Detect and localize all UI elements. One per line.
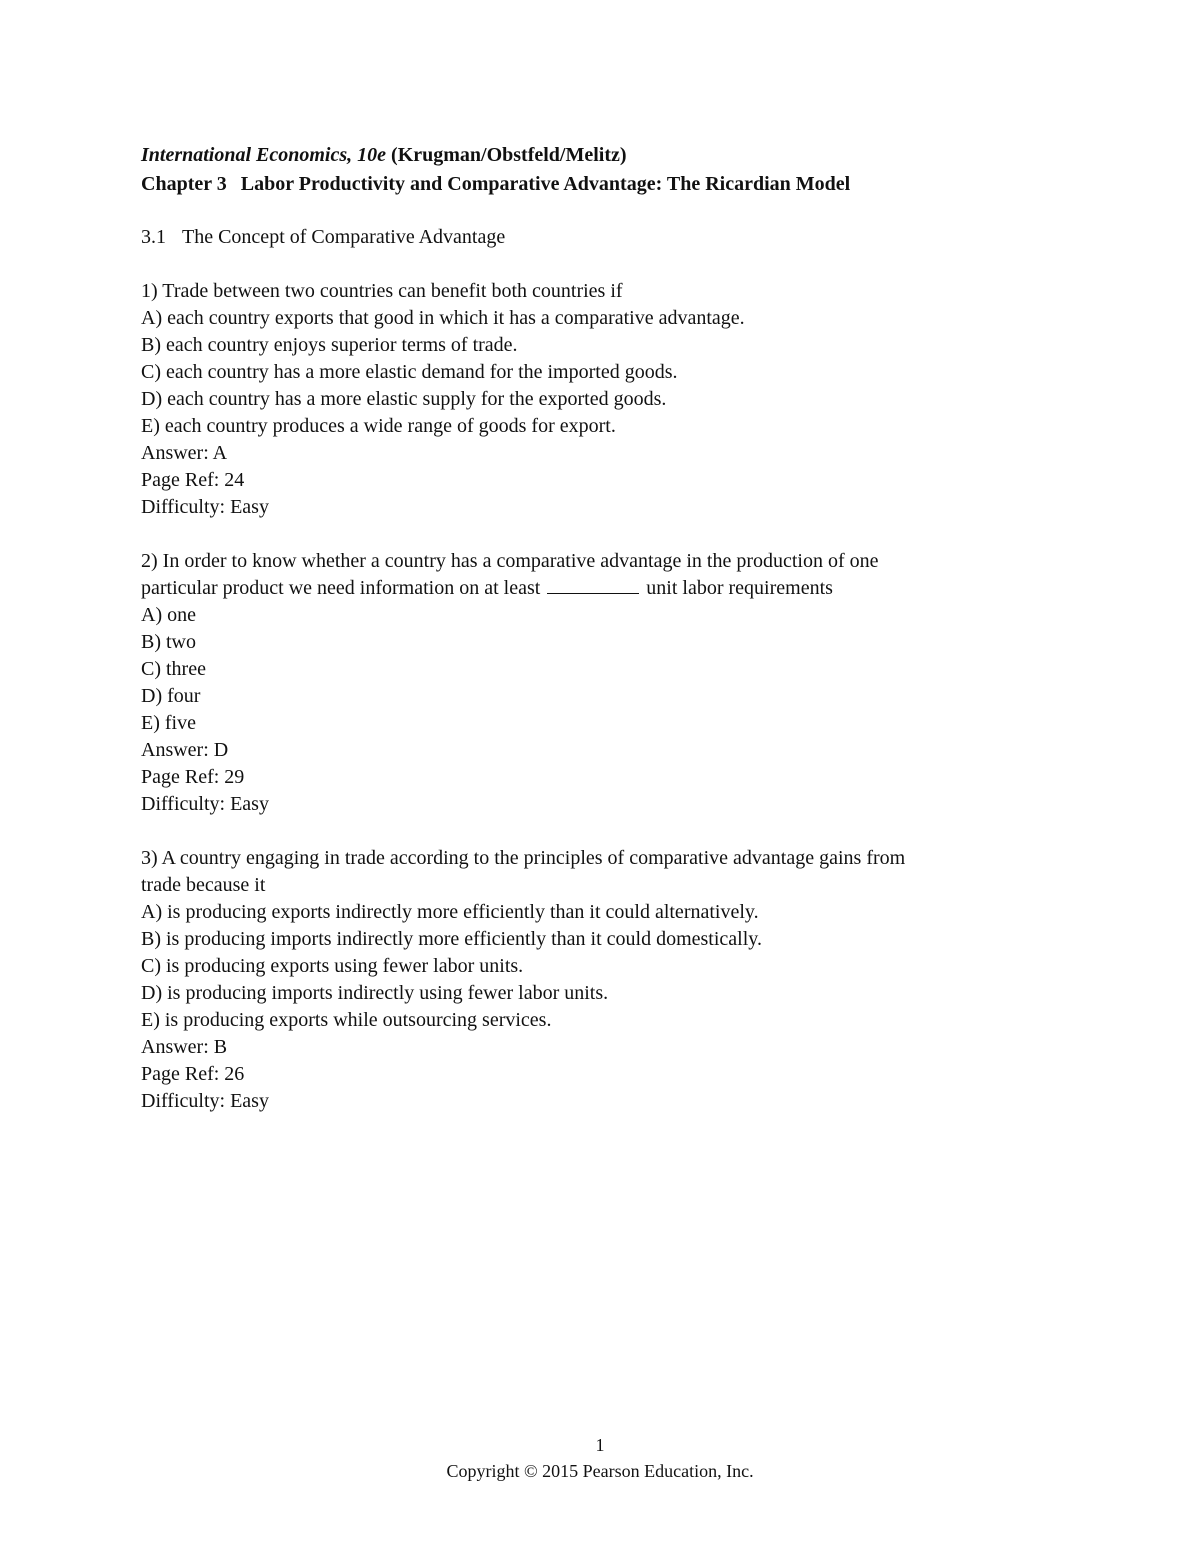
answer-option-d: D) four xyxy=(141,685,201,707)
question-stem-continued xyxy=(141,575,1101,602)
page-reference: Page Ref: 24 xyxy=(141,469,245,491)
answer-key: Answer: D xyxy=(141,739,229,761)
answer-option-c: C) each country has a more elastic demand for the imported goods. xyxy=(141,361,678,383)
copyright-notice: Copyright © 2015 Pearson Education, Inc. xyxy=(446,1461,754,1481)
answer-option-b: B) each country enjoys superior terms of trade. xyxy=(141,334,518,356)
question-stem-continued: trade because it xyxy=(141,874,266,896)
answer-option-c: C) is producing exports using fewer labor units. xyxy=(141,955,524,977)
section-number: 3.1 xyxy=(141,226,166,248)
page-reference: Page Ref: 26 xyxy=(141,1063,245,1085)
book-title: International Economics, 10e xyxy=(141,144,387,166)
answer-option-d: D) each country has a more elastic supply for the exported goods. xyxy=(141,388,667,410)
page-reference: Page Ref: 29 xyxy=(141,766,245,788)
answer-option-b: B) is producing imports indirectly more efficiently than it could domestically. xyxy=(141,928,762,950)
fill-in-blank xyxy=(547,575,639,594)
answer-option-c: C) three xyxy=(141,658,206,680)
question-stem: 2) In order to know whether a country has a comparative advantage in the production of one xyxy=(141,550,879,572)
answer-option-a: A) one xyxy=(141,604,196,626)
question-stem: 3) A country engaging in trade according to the principles of comparative advantage gains from xyxy=(141,847,906,869)
page-content xyxy=(141,141,1101,1115)
chapter-label: Chapter 3 xyxy=(141,173,227,195)
answer-option-a: A) is producing exports indirectly more efficiently than it could alternatively. xyxy=(141,901,759,923)
question-stem-part: particular product we need information on at least xyxy=(141,577,541,599)
question-stem: 1) Trade between two countries can benefit both countries if xyxy=(141,280,623,302)
answer-option-e: E) five xyxy=(141,712,196,734)
answer-key: Answer: A xyxy=(141,442,228,464)
difficulty-level: Difficulty: Easy xyxy=(141,793,269,815)
answer-option-a: A) each country exports that good in which it has a comparative advantage. xyxy=(141,307,745,329)
answer-option-e: E) is producing exports while outsourcing services. xyxy=(141,1009,552,1031)
question-2 xyxy=(141,548,1101,818)
answer-option-e: E) each country produces a wide range of goods for export. xyxy=(141,415,616,437)
question-3 xyxy=(141,845,1101,1115)
book-citation xyxy=(141,141,1101,170)
section-title: The Concept of Comparative Advantage xyxy=(182,226,506,248)
answer-option-d: D) is producing imports indirectly using fewer labor units. xyxy=(141,982,609,1004)
section-heading xyxy=(141,224,1101,251)
answer-option-b: B) two xyxy=(141,631,196,653)
page-number: 1 xyxy=(595,1435,605,1455)
question-1 xyxy=(141,278,1101,521)
answer-key: Answer: B xyxy=(141,1036,228,1058)
chapter-title: Labor Productivity and Comparative Advantage: The Ricardian Model xyxy=(240,173,851,195)
difficulty-level: Difficulty: Easy xyxy=(141,496,269,518)
chapter-heading xyxy=(141,170,1101,198)
question-stem-part: unit labor requirements xyxy=(646,577,833,599)
book-authors: (Krugman/Obstfeld/Melitz) xyxy=(391,144,627,166)
difficulty-level: Difficulty: Easy xyxy=(141,1090,269,1112)
